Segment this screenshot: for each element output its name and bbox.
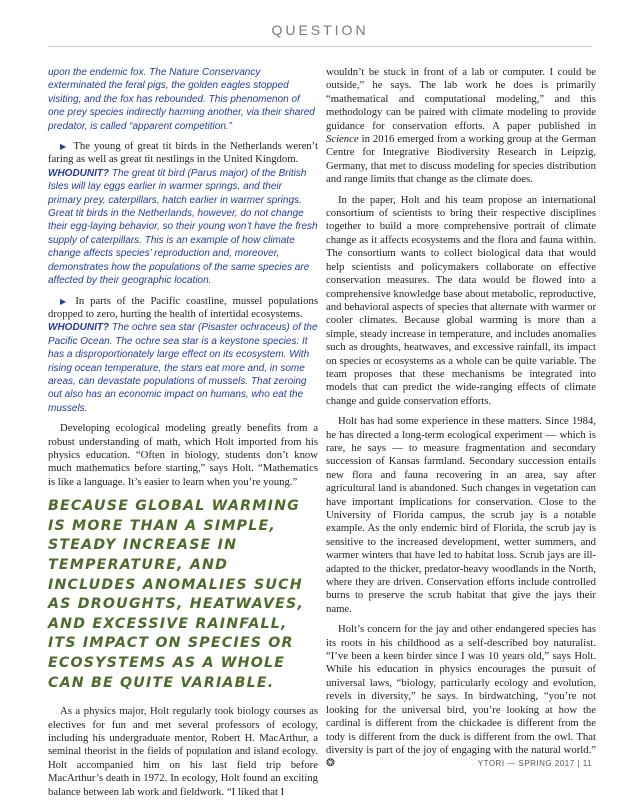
header-rule — [48, 46, 592, 47]
answer-text — [48, 167, 318, 288]
body-paragraph — [326, 623, 596, 770]
section-header: QUESTION — [271, 22, 369, 38]
triangle-bullet-icon: ▶ — [60, 296, 70, 306]
body-paragraph: As a physics major, Holt regularly took biology courses as electives for fun and met several professors of ecology, including his undergraduate mentor, Robert H. MacArthur, a seminal theorist in the fields of population and island ecology. Holt accompanied him on his last field trip before MacArthur’s death in 1972. In ecology, Holt found an exciting balance between lab work and fieldwork. “I liked that I — [48, 705, 318, 798]
body-paragraph: In the paper, Holt and his team propose an international consortium of scientists to bring their respective disciplines together to build a more comprehensive portrait of climate change as it affects ecosystems and the flora and fauna within. The consortium wants to collect biological data that would help scientists and policymakers collaborate on effective conservation measures. The data would be flowed into a comprehensive knowledge base about metabolic, reproductive, and behavioral aspects of species that alternate with warmer or cooler climates. Because global warming is more than a simple, steady increase in temperature, and includes anomalies such as droughts, heatwaves, and excessive rainfall, its impact on species or ecosystems as a whole can be quite variable. The team proposes that these mechanisms be integrated into models that can predict the wide-ranging effects of climate change and guide conservation efforts. — [326, 193, 596, 407]
question-text — [48, 295, 318, 322]
right-column — [326, 66, 596, 778]
journal-name: Science — [326, 133, 359, 146]
answer-paragraph-continued: upon the endemic fox. The Nature Conservancy exterminated the feral pigs, the golden eagles stopped visiting, and the fox has rebounded. This phenomenon of one prey species indirectly harming another, via their shared predator, is called “apparent competition.” — [48, 67, 315, 132]
page-footer: YTORI — SPRING 2017 | 11 — [477, 759, 592, 768]
body-paragraph — [326, 66, 596, 187]
end-mark-icon: ❂ — [326, 757, 335, 770]
answer-body: The great tit bird (Parus major) of the British Isles will lay eggs earlier in warmer springs, and their primary prey, caterpillars, hatch earlier in warmer springs. Great tit birds in the Netherlands, however, do not change their egg-laying behavior, so their young won’t have the fresh supply of caterpillars. This is an example of how climate change affects species’ reproduction and, moreover, demonstrates how the populations of the same species are affected by their geographic location. — [48, 167, 318, 287]
whodunit-label: WHODUNIT? — [48, 167, 110, 179]
question-statement: In parts of the Pacific coastline, mussel populations dropped to zero, hurting the health of intertidal ecosystems. — [48, 294, 318, 320]
answer-body: The ochre sea star (Pisaster ochraceus) of the Pacific Ocean. The ochre sea star is a keystone species: It has a disproportionately large effect on its ecosystem. With rising ocean temperature, the stars eat more and, in some areas, can devastate populations of mussels. That zeroing out also has an economic impact on humans, who eat the mussels. — [48, 322, 318, 414]
whodunit-item-great-tit — [48, 140, 318, 287]
whodunit-item-sea-star — [48, 295, 318, 416]
body-paragraph: Holt has had some experience in these matters. Since 1984, he has directed a long-term ecological experiment — which is rare, he says — to measure fragmentation and secondary succession of Kansas farmland. Secondary succession entails new flora and fauna recovering in an area, say after agricultural land is abandoned. Such changes in vegetation can have important implications for conservation. Close to the University of Florida campus, the scrub jay is a notable example. As the only endemic bird of Florida, the scrub jay is sensitive to the increased development, wetter summers, and warmer winters that have led to habitat loss. Scrub jays are ill-adapted to the thicker, predator-heavy woodlands in the North, where they are driven. Conservation efforts include controlled burns to preserve the scrub habitat that give the jays their name. — [326, 415, 596, 615]
triangle-bullet-icon: ▶ — [60, 142, 68, 152]
left-column — [48, 66, 318, 806]
body-text: in 2016 emerged from a working group at the German Centre for Integrative Biodiversity Research in Leipzig, Germany, that met to discuss modeling for species distribution and range limits that change as the climate does. — [326, 133, 596, 186]
body-text: Holt’s concern for the jay and other endangered species has its roots in his childhood as a self-described boy naturalist. “I’ve been a keen birder since I was 10 years old,” says Holt. While his education in physics encourages the pursuit of universal laws, “biology, particularly ecology and evolution, revels in diversity,” he says. In birdwatching, “you’re not looking for the universal bird, you’re looking at how the cardinal is different from the chickadee is different from the tody is different from the duck is different from the owl. That diversity is part of the joy of engaging with the natural world.” — [326, 623, 596, 756]
question-statement: The young of great tit birds in the Netherlands weren’t faring as well as great tit nestlings in the United Kingdom. — [48, 140, 318, 166]
whodunit-label: WHODUNIT? — [48, 322, 110, 334]
pull-quote: BECAUSE GLOBAL WARMING IS MORE THAN A SIMPLE, STEADY INCREASE IN TEMPERATURE, AND INCLUDES ANOMALIES SUCH AS DROUGHTS, HEATWAVES, AND EXCESSIVE RAINFALL, ITS IMPACT ON SPECIES OR ECOSYSTEMS AS A WHOLE CAN BE QUITE VARIABLE. — [48, 498, 305, 691]
question-text — [48, 140, 318, 167]
body-paragraph: Developing ecological modeling greatly benefits from a robust understanding of math, which Holt imported from his physics education. “Often in biology, students don’t know much mathematics before starting,” says Holt. “Mathematics is like a language. It’s easier to learn when you’re young.” — [48, 422, 318, 488]
answer-text — [48, 321, 318, 415]
body-text: wouldn’t be stuck in front of a lab or computer. I could be outside,” he says. The lab work he does is primarily “mathematical and computational modeling,” and this methodology can be paired with climate modeling to provide guidance for conservation efforts. A paper published in — [326, 66, 596, 132]
